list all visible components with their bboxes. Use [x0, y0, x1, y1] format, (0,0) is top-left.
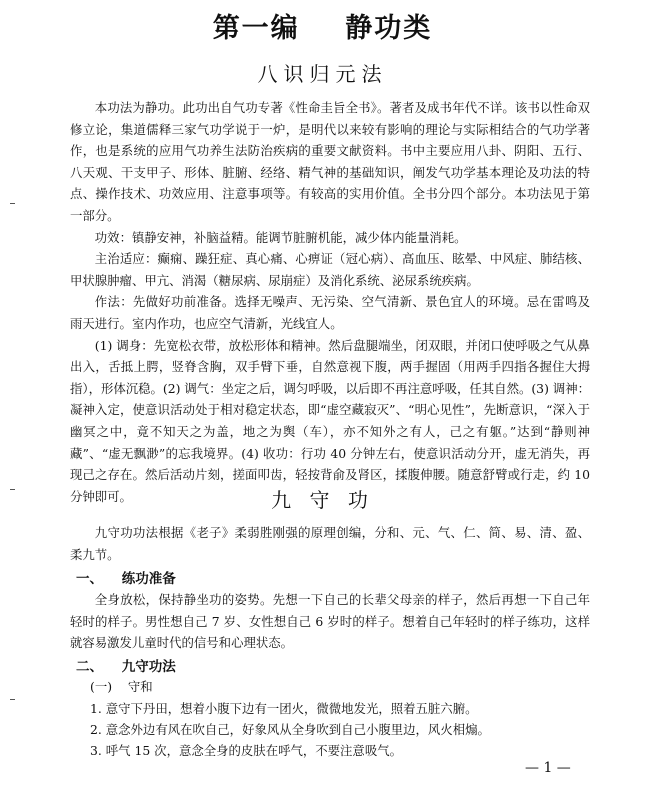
- margin-mark: [10, 489, 15, 490]
- list-item: 2. 意念外边有风在吹自己，好象风从全身吹到自己小腹里边，风火相煽。: [90, 722, 490, 737]
- section-intro-jiushou: [70, 522, 590, 565]
- method-paragraph: 作法：先做好功前准备。选择无噪声、无污染、空气清新、景色宜人的环境。忌在雷鸣及雨天进行。室内作功，也应空气清新，光线宜人。: [70, 294, 590, 331]
- jiushou-intro-paragraph: 九守功功法根据《老子》柔弱胜刚强的原理创编，分和、元、气、仁、简、易、清、盈、柔九节。: [70, 525, 590, 562]
- list-item: 3. 呼气 15 次，意念全身的皮肤在呼气，不要注意吸气。: [90, 743, 402, 758]
- section-title-baishi: 八识归元法: [257, 62, 388, 86]
- margin-mark: [10, 699, 15, 700]
- subheading-method: 二、 九守功法: [76, 659, 176, 675]
- page-number: — 1 —: [525, 760, 571, 776]
- efficacy-paragraph: 功效：镇静安神，补脑益精。能调节脏腑机能，减少体内能量消耗。: [94, 229, 467, 245]
- section-body-baishi: [70, 97, 590, 507]
- steps-paragraph: (1) 调身：先宽松衣带，放松形体和精神。然后盘腿端坐，闭双眼，并闭口使呼吸之气从鼻出入，舌抵上腭，竖脊含胸，双手臂下垂，自然意视下腹，两手握固（用两手四指各握住大拇指），形体沉稳。(2) 调气：坐定之后，调匀呼吸，以后即不再注意呼吸，任其自然。(3) 调神：凝神入定，使意识活动处于相对稳定状态，即“虚空藏寂灭”、“明心见性”，先断意识，“深入于幽冥之中，竟不知天之为盖，地之为舆（车），亦不知外之有人，己之有躯。”达到“静则神藏”、“虚无飘渺”的忘我境界。(4) 收功：行功 40 分钟左右，使意识活动分开，虚无消失，再现己之存在。然后活动片刻，搓面叩齿，轻按背俞及肾区，揉腹伸腰。随意舒臂或行走，约 10 分钟即可。: [70, 337, 591, 504]
- list-item: 1. 意守下丹田，想着小腹下边有一团火，微微地发光，照着五脏六腑。: [90, 701, 478, 716]
- margin-mark: [10, 203, 15, 204]
- section-title-jiushou: 九 守 功: [271, 488, 374, 512]
- intro-paragraph: 本功法为静功。此功出自气功专著《性命圭旨全书》。著者及成书年代不详。该书以性命双修立论，集道儒释三家气功学说于一炉，是明代以来较有影响的理论与实际相结合的气功学著作，也是系统的应用气功养生法防治疾病的重要文献资料。书中主要应用八卦、阴阳、五行、八天观、干支甲子、形体、脏腑、经络、精气神的基础知识，阐发气功学基本理论及功法的特点、操作技术、功效应用、注意事项等。有较高的实用价值。全书分四个部分。本功法见于第一部分。: [70, 100, 590, 223]
- preparation-body: [70, 589, 590, 654]
- part-title: 第一编 静功类: [212, 13, 433, 44]
- item-heading-shouhe: (一) 守和: [90, 679, 153, 694]
- subheading-preparation: 一、 练功准备: [76, 571, 176, 587]
- indications-paragraph: 主治适应：癫痫、躁狂症、真心痛、心痹证（冠心病）、高血压、眩晕、中风症、肺结核、甲状腺肿瘤、甲亢、消渴（糖尿病、尿崩症）及消化系统、泌尿系统疾病。: [70, 251, 590, 288]
- preparation-paragraph: 全身放松，保持静坐功的姿势。先想一下自己的长辈父母亲的样子，然后再想一下自己年轻时的样子。男性想自己 7 岁、女性想自己 6 岁时的样子。想着自己年轻时的样子练功，这样就容易激发儿童时代的信号和心理状态。: [70, 592, 590, 651]
